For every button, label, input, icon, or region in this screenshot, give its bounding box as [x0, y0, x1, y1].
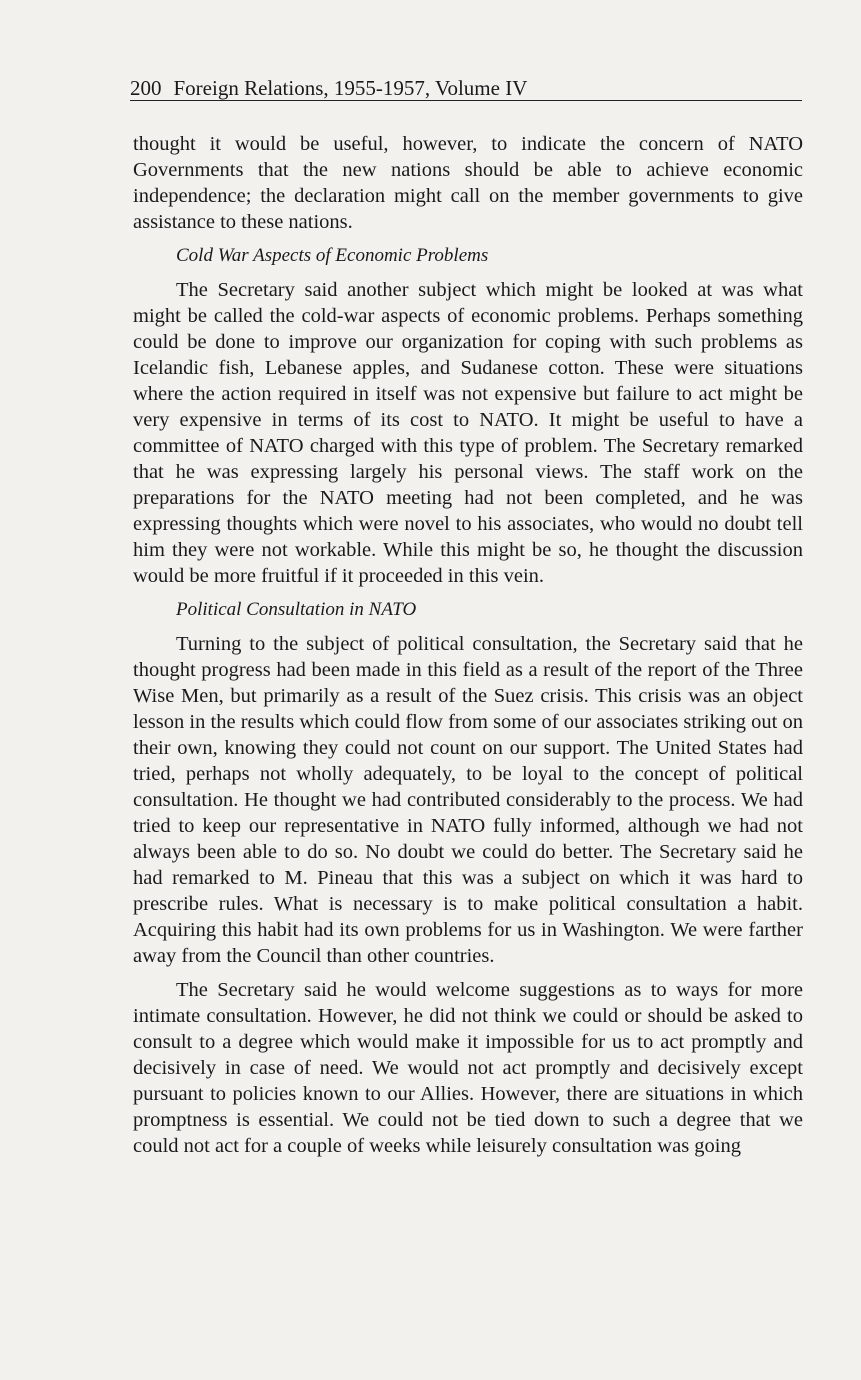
section-heading-political-consultation: Political Consultation in NATO	[176, 599, 417, 620]
page-number: 200	[130, 76, 162, 100]
running-head	[130, 76, 802, 101]
body-text	[133, 131, 803, 1159]
paragraph-cold-war-aspects: The Secretary said another subject which might be looked at was what might be called the cold-war aspects of economic problems. Perhaps something could be done to improve our organization for coping with such problems as Icelandic fish, Lebanese apples, and Sudanese cotton. These were situations where the action required in itself was not expensive but failure to act might be very expensive in terms of its cost to NATO. It might be useful to have a committee of NATO charged with this type of problem. The Secretary remarked that he was expressing largely his personal views. The staff work on the preparations for the NATO meeting had not been completed, and he was expressing thoughts which were novel to his associates, who would no doubt tell him they were not workable. While this might be so, he thought the discussion would be more fruitful if it proceeded in this vein.	[133, 279, 803, 587]
paragraph-continued: thought it would be useful, however, to indicate the concern of NATO Governments that the new nations should be able to achieve economic independence; the declaration might call on the member governments to give assistance to these nations.	[133, 133, 803, 233]
paragraph-political-consultation: Turning to the subject of political consultation, the Secretary said that he thought progress had been made in this field as a result of the report of the Three Wise Men, but primarily as a result of the Suez crisis. This crisis was an object lesson in the results which could flow from some of our associates striking out on their own, knowing they could not count on our support. The United States had tried, perhaps not wholly adequately, to be loyal to the concept of political consultation. He thought we had contributed considerably to the process. We had tried to keep our representative in NATO fully informed, although we had not always been able to do so. No doubt we could do better. The Secretary said he had remarked to M. Pineau that this was a subject on which it was hard to prescribe rules. What is necessary is to make political consultation a habit. Acquiring this habit had its own problems for us in Washington. We were farther away from the Council than other countries.	[133, 633, 803, 967]
paragraph-intimate-consultation: The Secretary said he would welcome suggestions as to ways for more intimate consultation. However, he did not think we could or should be asked to consult to a degree which would make it impossible for us to act promptly and decisively in case of need. We would not act promptly and decisively except pursuant to policies known to our Allies. However, there are situations in which promptness is essential. We could not be tied down to such a degree that we could not act for a couple of weeks while leisurely consultation was going	[133, 979, 803, 1157]
section-heading-cold-war-aspects: Cold War Aspects of Economic Problems	[176, 245, 489, 266]
running-title: Foreign Relations, 1955-1957, Volume IV	[173, 76, 528, 100]
